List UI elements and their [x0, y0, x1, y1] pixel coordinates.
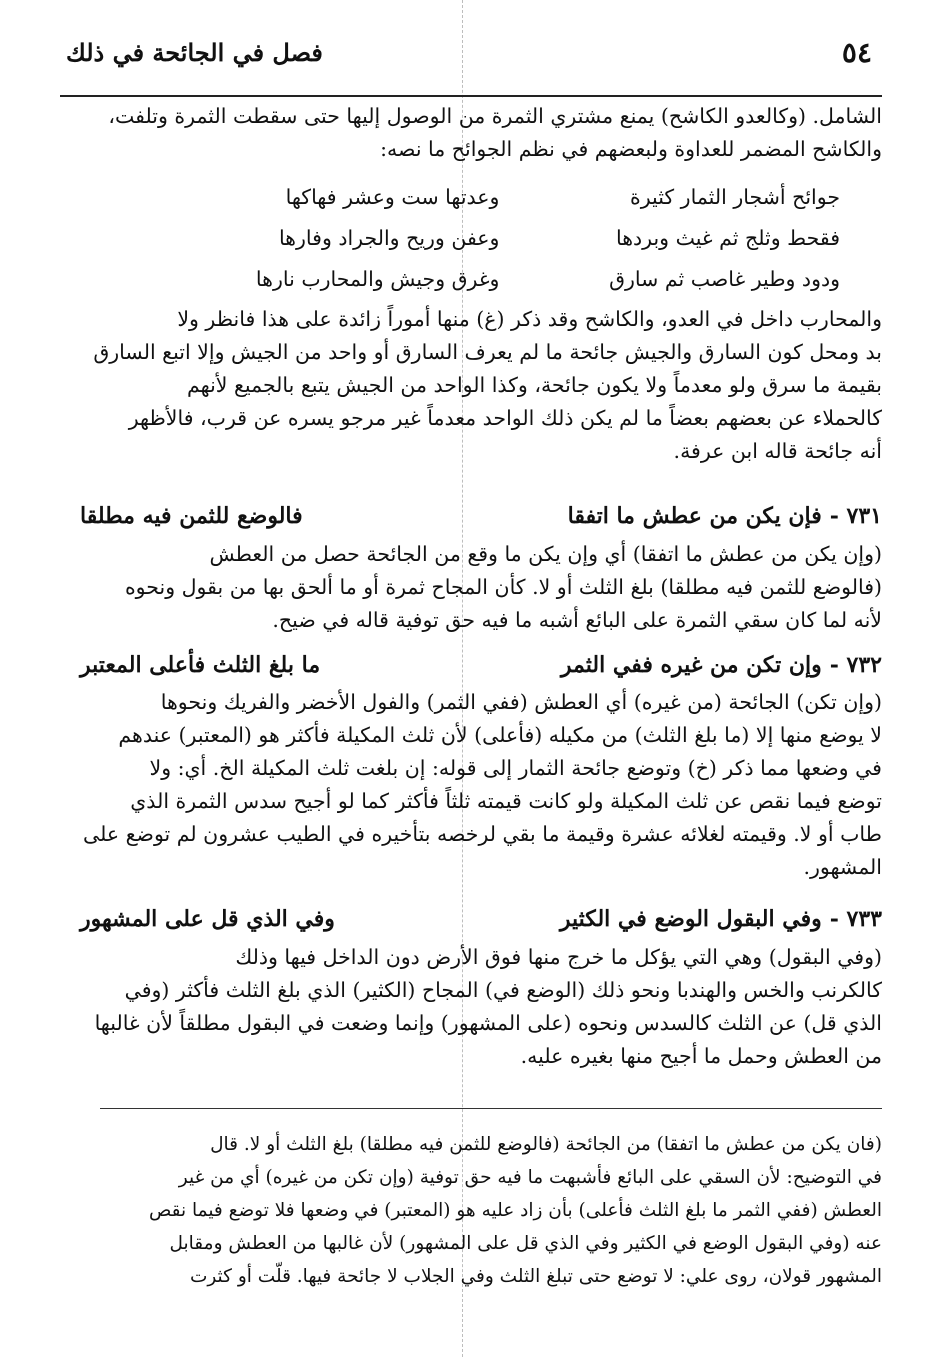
verse-row: [120, 217, 840, 258]
verse-row: [120, 258, 840, 299]
text-line: لا يوضع منها إلا (ما بلغ الثلث) من مكيله (فأعلى) لأن ثلث المكيلة فأكثر هو (المعتبر) عندهم: [118, 723, 882, 747]
poem-verses: [120, 176, 840, 299]
text-line: أنه جائحة قاله ابن عرفة.: [673, 439, 882, 463]
footnote-rule: [100, 1108, 882, 1109]
text-line: كالكرنب والخس والهندبا ونحو ذلك (الوضع في) المجاح (الكثير) الذي بلغ الثلث فأكثر (وفي: [124, 978, 882, 1002]
text-line: المشهور قولان، روى علي: لا توضع حتى تبلغ الثلث وفي الجلاب لا جائحة فيها. قلّت أو كثرت: [189, 1266, 882, 1287]
footnote: [88, 1128, 882, 1293]
text-line: الشامل. (وكالعدو الكاشح) يمنع مشتري الثمرة من الوصول إليها حتى سقطت الثمرة وتلفت،: [108, 104, 882, 128]
matn-verse-733: [80, 897, 882, 941]
text-line: (وفي البقول) وهي التي يؤكل ما خرج منها فوق الأرض دون الداخل فيها وذلك: [235, 945, 882, 969]
text-line: (فان يكن من عطش ما اتفقا) من الجائحة (فالوضع للثمن فيه مطلقا) بلغ الثلث أو لا. قال: [210, 1134, 882, 1155]
page-number: ٥٤: [841, 36, 872, 69]
verse-hemistich-first: ودود وطير غاصب ثم سارق: [609, 266, 840, 291]
verse-number: ٧٣١ -: [829, 503, 882, 529]
text-line: الذي قل) عن الثلث كالسدس ونحوه (على المشهور) وإنما وضعت في البقول مطلقاً لأن غالبها: [94, 1011, 882, 1035]
header-rule: [60, 95, 882, 97]
commentary-paragraph: [80, 303, 882, 468]
verse-hemistich-second: وعدتها ست وعشر فهاكها: [285, 184, 500, 209]
text-line: المشهور.: [803, 855, 882, 879]
text-line: بقيمة ما سرق ولو معدماً ولا يكون جائحة، وكذا الواحد من الجيش يتبع بالجميع لأنهم: [187, 373, 882, 397]
verse-hemistich-second: وفي الذي قل على المشهور: [80, 906, 335, 932]
verse-hemistich-second: فالوضع للثمن فيه مطلقا: [80, 503, 303, 529]
text-line: طاب أو لا. وقيمته لغلائه عشرة وقيمة ما بقي لرخصه بتأخيره في الطيب عشرون لم توضع على: [83, 822, 882, 846]
text-line: توضع فيما نقص عن ثلث المكيلة ولو كانت قيمته ثلثاً فأكثر كما لو أجيح سدس الثمرة الذي: [130, 789, 882, 813]
text-line: والكاشح المضمر للعداوة ولبعضهم في نظم الجوائح ما نصه:: [380, 137, 882, 161]
text-line: والمحارب داخل في العدو، والكاشح وقد ذكر (غ) منها أموراً زائدة على هذا فانظر ولا: [177, 307, 882, 331]
text-line: كالحملاء عن بعضهم بعضاً ما لم يكن ذلك الواحد معدماً غير مرجو يسره عن قرب، فالأظهر: [128, 406, 882, 430]
verse-hemistich-second: وعفن وريح والجراد وفارها: [278, 225, 500, 250]
verse-number: ٧٣٢ -: [829, 652, 882, 678]
verse-row: [120, 176, 840, 217]
text-line: لأنه لما كان سقي الثمرة على البائع أشبه ما فيه حق توفية قاله في ضيح.: [272, 608, 882, 632]
verse-hemistich-first: فقحط وثلج ثم غيث وبردها: [615, 225, 840, 250]
text-line: (وإن يكن من عطش ما اتفقا) أي وإن يكن ما وقع من الجائحة حصل من العطش: [209, 542, 882, 566]
matn-verse-732: [80, 643, 882, 687]
verse-hemistich-first: جوائح أشجار الثمار كثيرة: [629, 184, 840, 209]
verse-hemistich-first: وإن تكن من غيره ففي الثمر: [560, 652, 822, 678]
text-line: في التوضيح: لأن السقي على البائع فأشبهت ما فيه حق توفية (وإن تكن من غيره) أي من غير: [178, 1167, 882, 1188]
commentary-paragraph: [80, 941, 882, 1073]
verse-number: ٧٣٣ -: [829, 906, 882, 932]
text-line: من العطش وحمل ما أجيح منها بغيره عليه.: [520, 1044, 882, 1068]
verse-hemistich-second: وغرق وجيش والمحارب نارها: [255, 266, 500, 291]
verse-hemistich-first: وفي البقول الوضع في الكثير: [559, 906, 822, 932]
intro-paragraph: [80, 100, 882, 166]
running-title: فصل في الجائحة في ذلك: [66, 38, 323, 67]
commentary-paragraph: [80, 686, 882, 884]
text-line: العطش (ففي الثمر ما بلغ الثلث فأعلى) بأن زاد عليه هو (المعتبر) في وضعها فلا توضع فيما نقص: [148, 1200, 882, 1221]
verse-hemistich-first: فإن يكن من عطش ما اتفقا: [567, 503, 822, 529]
text-line: (فالوضع للثمن فيه مطلقا) بلغ الثلث أو لا. كأن المجاح ثمرة أو ما ألحق بها من بقول ونحوه: [124, 575, 882, 599]
page-header: [60, 28, 880, 88]
commentary-paragraph: [80, 538, 882, 637]
text-line: بد ومحل كون السارق والجيش جائحة ما لم يعرف السارق أو واحد من الجيش وإلا اتبع السارق: [93, 340, 882, 364]
verse-hemistich-second: ما بلغ الثلث فأعلى المعتبر: [80, 652, 321, 678]
matn-verse-731: [80, 494, 882, 538]
text-line: في وضعها مما ذكر (خ) وتوضع جائحة الثمار إلى قوله: إن بلغت ثلث المكيلة الخ. أي: ولا: [149, 756, 882, 780]
text-line: عنه (وفي البقول الوضع في الكثير وفي الذي قل على المشهور) لأن غالبها من العطش ومقابل: [169, 1233, 882, 1254]
text-line: (وإن تكن) الجائحة (من غيره) أي العطش (ففي الثمر) والفول الأخضر والفريك ونحوها: [160, 690, 882, 714]
